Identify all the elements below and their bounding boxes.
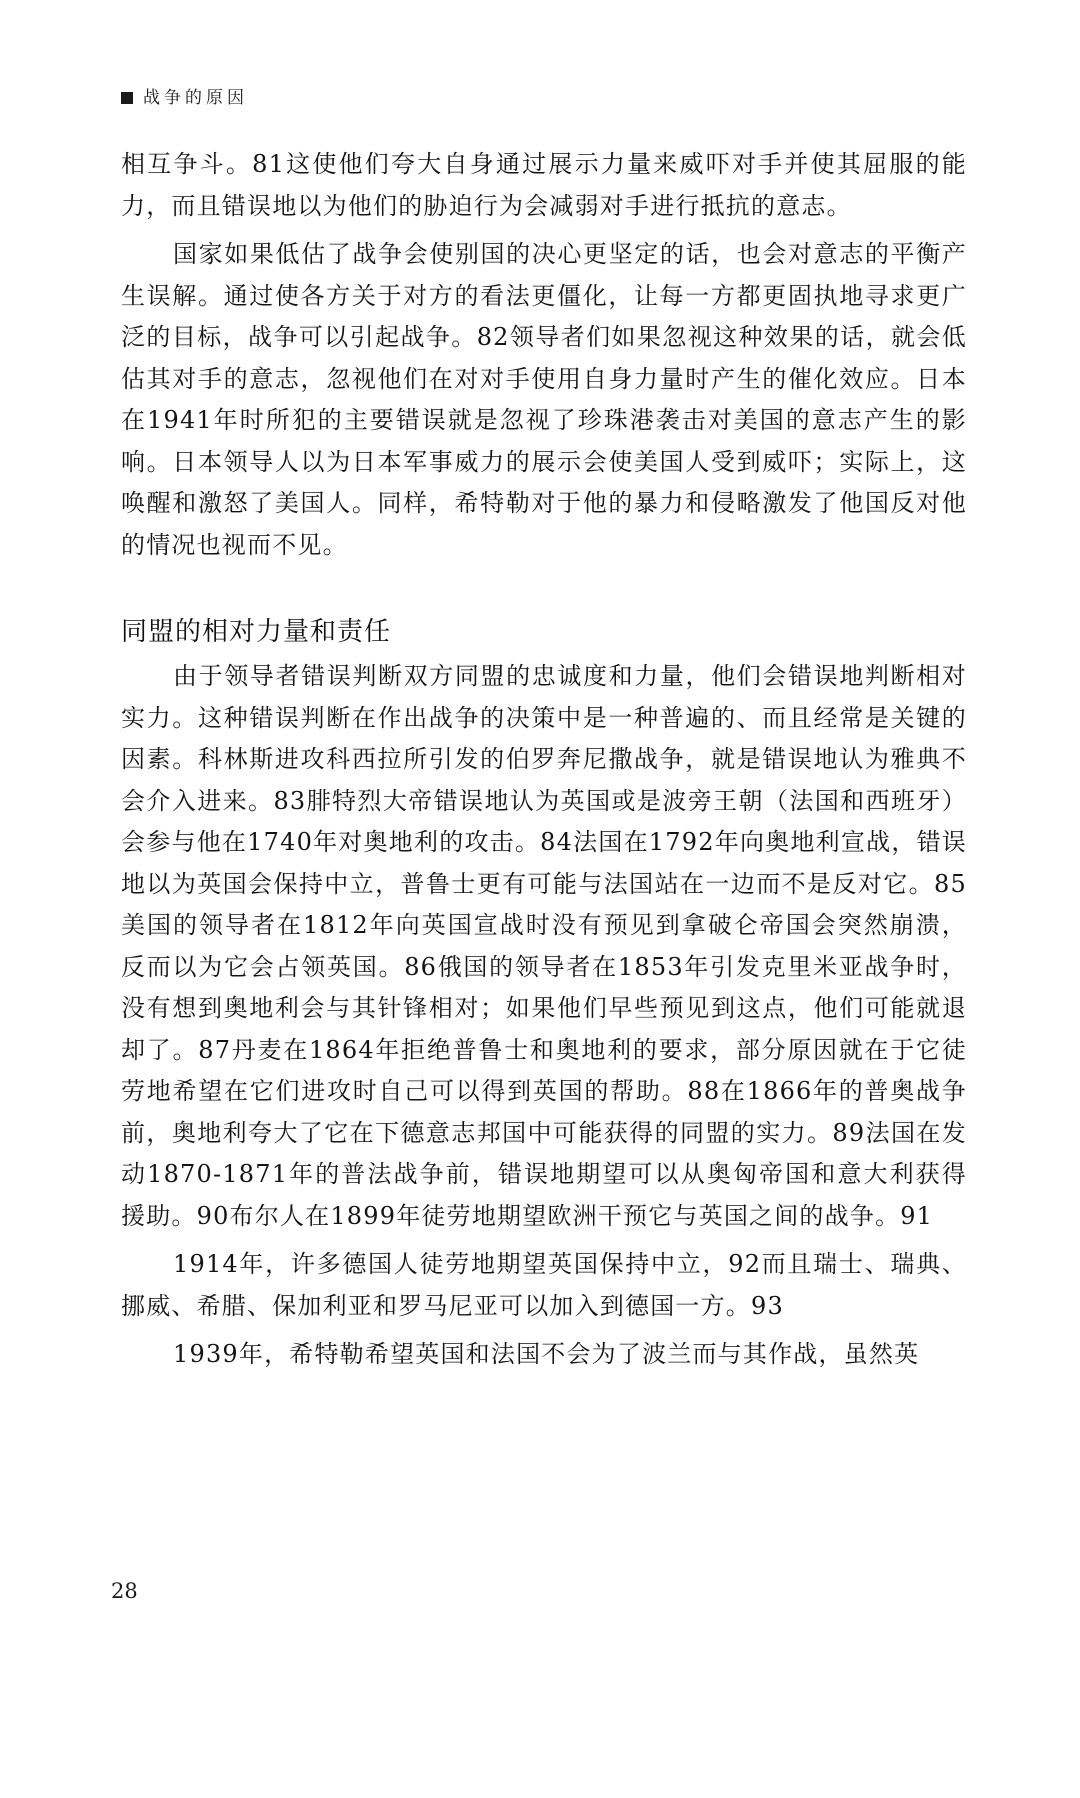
- paragraph-5: 1939年，希特勒希望英国和法国不会为了波兰而与其作战，虽然英: [173, 1340, 920, 1368]
- running-title: 战争的原因: [143, 88, 248, 108]
- paragraph-4: 1914年，许多德国人徒劳地期望英国保持中立，92而且瑞士、瑞典、挪威、希腊、保加利亚和罗马尼亚可以加入到德国一方。93: [121, 1250, 967, 1320]
- page-number: 28: [111, 1579, 138, 1603]
- paragraph-3: 由于领导者错误判断双方同盟的忠诚度和力量，他们会错误地判断相对实力。这种错误判断在作出战争的决策中是一种普遍的、而且经常是关键的因素。科林斯进攻科西拉所引发的伯罗奔尼撒战争，就是错误地认为雅典不会介入进来。83腓特烈大帝错误地认为英国或是波旁王朝（法国和西班牙）会参与他在1740年对奥地利的攻击。84法国在1792年向奥地利宣战，错误地以为英国会保持中立，普鲁士更有可能与法国站在一边而不是反对它。85美国的领导者在1812年向英国宣战时没有预见到拿破仑帝国会突然崩溃，反而以为它会占领英国。86俄国的领导者在1853年引发克里米亚战争时，没有想到奥地利会与其针锋相对；如果他们早些预见到这点，他们可能就退却了。87丹麦在1864年拒绝普鲁士和奥地利的要求，部分原因就在于它徒劳地希望在它们进攻时自己可以得到英国的帮助。88在1866年的普奥战争前，奥地利夸大了它在下德意志邦国中可能获得的同盟的实力。89法国在发动1870-1871年的普法战争前，错误地期望可以从奥匈帝国和意大利获得援助。90布尔人在1899年徒劳地期望欧洲干预它与英国之间的战争。91: [121, 662, 967, 1230]
- paragraph-2: 国家如果低估了战争会使别国的决心更坚定的话，也会对意志的平衡产生误解。通过使各方关于对方的看法更僵化，让每一方都更固执地寻求更广泛的目标，战争可以引起战争。82领导者们如果忽视这种效果的话，就会低估其对手的意志，忽视他们在对对手使用自身力量时产生的催化效应。日本在1941年时所犯的主要错误就是忽视了珍珠港袭击对美国的意志产生的影响。日本领导人以为日本军事威力的展示会使美国人受到威吓；实际上，这唤醒和激怒了美国人。同样，希特勒对于他的暴力和侵略激发了他国反对他的情况也视而不见。: [121, 240, 967, 559]
- paragraph-1: 相互争斗。81这使他们夸大自身通过展示力量来威吓对手并使其屈服的能力，而且错误地以为他们的胁迫行为会减弱对手进行抵抗的意志。: [121, 150, 967, 220]
- section-heading: 同盟的相对力量和责任: [121, 617, 392, 647]
- running-head: [121, 86, 248, 110]
- body-text: [121, 144, 967, 1376]
- square-bullet-icon: [121, 92, 133, 104]
